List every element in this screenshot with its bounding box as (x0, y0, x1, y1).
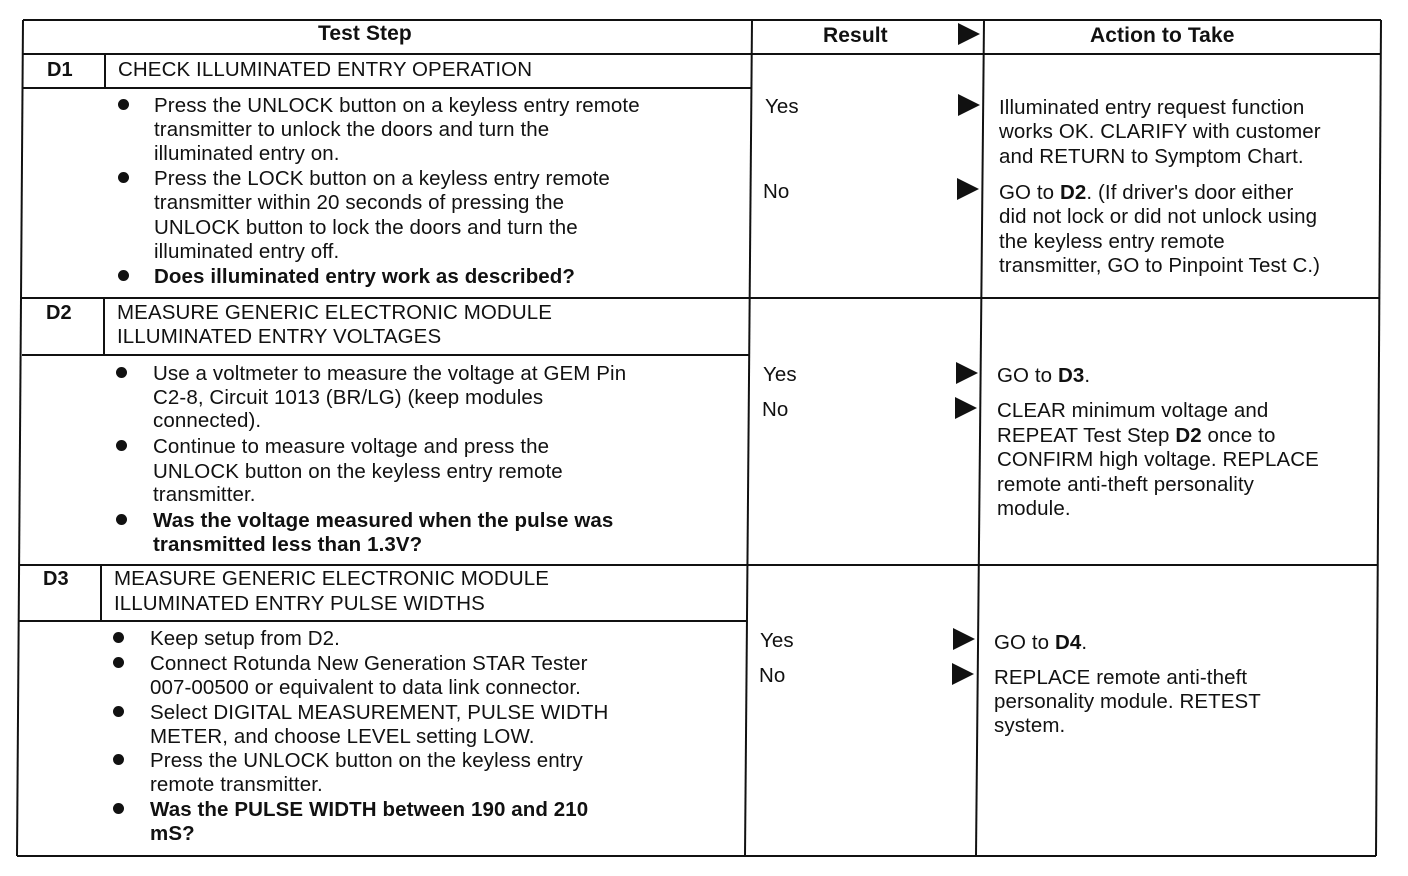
instruction-line: UNLOCK button to lock the doors and turn the (154, 216, 578, 239)
bullet-icon (113, 632, 124, 643)
result-yes: Yes (763, 363, 797, 386)
action-line: CLEAR minimum voltage and (997, 399, 1269, 422)
instruction-line: illuminated entry off. (154, 240, 340, 263)
arrow-icon (955, 397, 977, 419)
action-line: personality module. RETEST (994, 690, 1261, 713)
instruction-line: Continue to measure voltage and press the (153, 435, 550, 458)
result-no: No (762, 398, 789, 421)
header-result: Result (823, 24, 888, 47)
instruction-line: Press the LOCK button on a keyless entry remote (154, 167, 610, 190)
instruction-line: connected). (153, 409, 262, 432)
step-id: D3 (43, 568, 69, 590)
instruction-line: METER, and choose LEVEL setting LOW. (150, 725, 535, 748)
instruction-line: UNLOCK button on the keyless entry remote (153, 460, 563, 483)
step-title: ILLUMINATED ENTRY VOLTAGES (117, 325, 442, 348)
instruction-line: Press the UNLOCK button on a keyless entry remote (154, 94, 640, 117)
bullet-icon (113, 706, 124, 717)
question-line: Was the voltage measured when the pulse was (153, 509, 614, 532)
bullet-icon (113, 803, 124, 814)
instruction-line: Use a voltmeter to measure the voltage at GEM Pin (153, 362, 627, 385)
result-yes: Yes (765, 95, 799, 118)
step-title: CHECK ILLUMINATED ENTRY OPERATION (118, 58, 533, 81)
arrow-icon (952, 663, 974, 685)
action-line: GO to D4. (994, 631, 1088, 654)
instruction-line: illuminated entry on. (154, 142, 340, 165)
bullet-icon (118, 172, 129, 183)
bullet-icon (116, 367, 127, 378)
action-line: GO to D3. (997, 364, 1091, 387)
action-line: transmitter, GO to Pinpoint Test C.) (999, 254, 1321, 277)
instruction-line: Keep setup from D2. (150, 627, 340, 650)
instruction-line: C2-8, Circuit 1013 (BR/LG) (keep modules (153, 386, 544, 409)
bullet-icon (113, 754, 124, 765)
arrow-icon (956, 362, 978, 384)
action-line: did not lock or did not unlock using (999, 205, 1318, 228)
action-line: CONFIRM high voltage. REPLACE (997, 448, 1319, 471)
header-action: Action to Take (1090, 24, 1235, 47)
question-line: Does illuminated entry work as described? (154, 265, 576, 288)
bullet-icon (118, 99, 129, 110)
step-id: D1 (47, 59, 73, 81)
step-title: MEASURE GENERIC ELECTRONIC MODULE (117, 301, 553, 324)
header-arrow-icon (958, 23, 980, 45)
instruction-line: remote transmitter. (150, 773, 323, 796)
arrow-icon (958, 94, 980, 116)
action-line: Illuminated entry request function (999, 96, 1305, 119)
arrow-icon (957, 178, 979, 200)
instruction-line: Connect Rotunda New Generation STAR Tester (150, 652, 588, 675)
action-line: and RETURN to Symptom Chart. (999, 145, 1304, 168)
action-line: the keyless entry remote (999, 230, 1225, 253)
bullet-icon (113, 657, 124, 668)
instruction-line: Press the UNLOCK button on the keyless entry (150, 749, 583, 772)
instruction-line: Select DIGITAL MEASUREMENT, PULSE WIDTH (150, 701, 609, 724)
question-line: Was the PULSE WIDTH between 190 and 210 (150, 798, 589, 821)
header-test-step: Test Step (318, 22, 412, 45)
arrow-icon (953, 628, 975, 650)
question-line: mS? (150, 822, 195, 845)
result-no: No (759, 664, 786, 687)
step-title: ILLUMINATED ENTRY PULSE WIDTHS (114, 592, 485, 615)
action-line: remote anti-theft personality (997, 473, 1254, 496)
result-no: No (763, 180, 790, 203)
bullet-icon (116, 440, 127, 451)
instruction-line: transmitter to unlock the doors and turn the (154, 118, 550, 141)
instruction-line: transmitter within 20 seconds of pressing the (154, 191, 565, 214)
step-title: MEASURE GENERIC ELECTRONIC MODULE (114, 567, 550, 590)
bullet-icon (118, 270, 129, 281)
action-line: system. (994, 714, 1066, 737)
action-line: module. (997, 497, 1071, 520)
step-id: D2 (46, 302, 72, 324)
result-yes: Yes (760, 629, 794, 652)
question-line: transmitted less than 1.3V? (153, 533, 423, 556)
action-line: REPEAT Test Step D2 once to (997, 424, 1276, 447)
instruction-line: transmitter. (153, 483, 256, 506)
action-line: GO to D2. (If driver's door either (999, 181, 1294, 204)
action-line: REPLACE remote anti-theft (994, 666, 1248, 689)
instruction-line: 007-00500 or equivalent to data link connector. (150, 676, 581, 699)
action-line: works OK. CLARIFY with customer (999, 120, 1321, 143)
bullet-icon (116, 514, 127, 525)
